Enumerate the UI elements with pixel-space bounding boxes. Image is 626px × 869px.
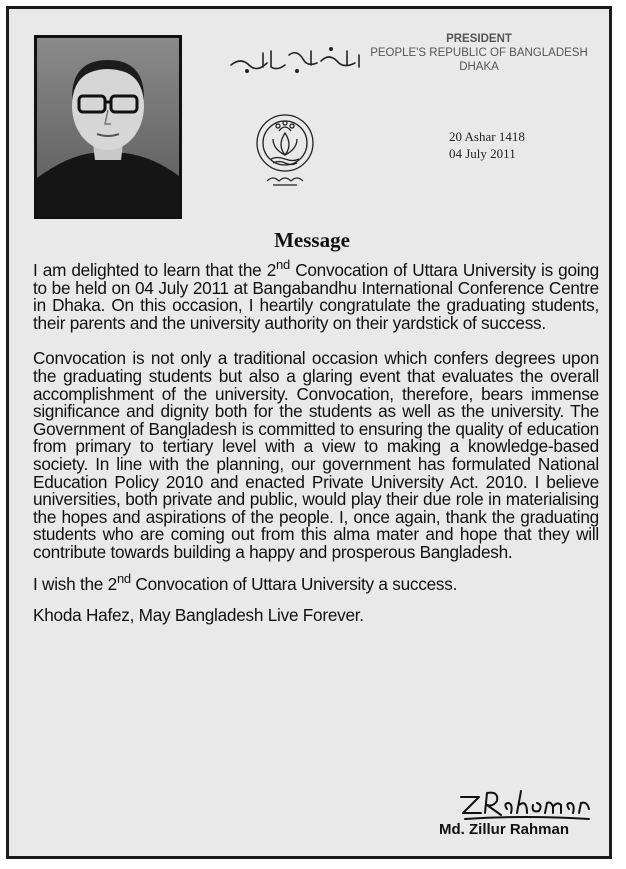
- president-header: [364, 32, 594, 74]
- paragraph-convocation: Convocation is not only a traditional occasion which confers degrees upon the graduating students but also a glaring event that evaluates the overall accomplishment of the university. Convocation, therefore, bears immense significance and dignity both for the students as well as the university. The Government of Bangladesh is committed to ensuring the quality of education from primary to tertiary level with a view to making a knowledge-based society. In line with the planning, our government has formulated National Education Policy 2010 and enacted Private University Act. 2010. I believe universities, both private and public, would play their due role in materialising the hopes and aspirations of the people. I, once again, thank the graduating students who are coming out from this alma mater and hope that they will contribute towards building a happy and prosperous Bangladesh.: [33, 348, 599, 562]
- president-title: PRESIDENT: [446, 33, 512, 45]
- ordinal-suffix: nd: [276, 257, 290, 272]
- paragraph-wish-rest: Convocation of Uttara University a success.: [130, 573, 458, 594]
- bengali-date: 20 Ashar 1418: [449, 129, 525, 144]
- paragraph-closing: Khoda Hafez, May Bangladesh Live Forever.: [33, 605, 364, 626]
- paragraph-intro-rest: Convocation of Uttara University is going to be held on 04 July 2011 at Bangabandhu International Conference Centre in Dhaka. On this occasion, I heartily congratulate the graduating students, their parents and the university authority on their yardstick of success.: [33, 260, 599, 333]
- paragraph-intro-start: I am delighted to learn that the 2: [33, 260, 276, 280]
- ordinal-suffix: nd: [116, 570, 131, 586]
- page-title: Message: [274, 228, 350, 252]
- paragraph-wish-start: I wish the 2: [33, 573, 117, 594]
- paragraph-wish: [33, 570, 599, 594]
- gregorian-date: 04 July 2011: [449, 146, 516, 161]
- message-document: [6, 6, 612, 859]
- city-name: DHAKA: [459, 61, 499, 73]
- country-name: PEOPLE'S REPUBLIC OF BANGLADESH: [370, 47, 588, 59]
- date-block: [449, 128, 569, 162]
- bangladesh-state-emblem-icon: [253, 109, 317, 189]
- bismillah-calligraphy-icon: [227, 45, 367, 75]
- portrait-photo: [34, 35, 182, 219]
- signer-name: Md. Zillur Rahman: [439, 821, 570, 838]
- message-body: [33, 257, 599, 626]
- paragraph-intro: [33, 257, 599, 333]
- handwritten-signature: [455, 783, 595, 823]
